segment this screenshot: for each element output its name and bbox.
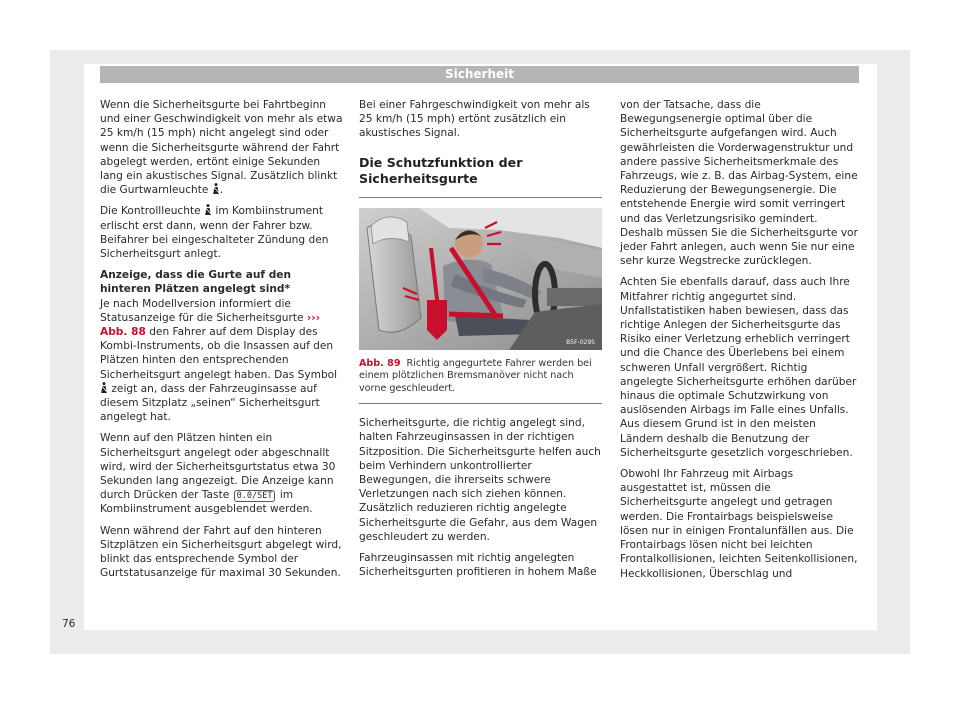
section-header: Sicherheit xyxy=(100,66,859,83)
column-1 xyxy=(100,98,343,588)
column-3 xyxy=(620,98,858,588)
paragraph: Wenn die Sicherheitsgurte bei Fahrtbeginn und einer Geschwindigkeit von mehr als etwa 25 km/h (15 mph) nicht angelegt sind oder wenn die Sicherheitsgurte während der Fahrt abgelegt werden, ertönt einige Sekunden lang ein akustisches Signal. Zusätzlich blinkt die Gurtwarnleuchte . xyxy=(100,99,343,197)
set-key: 0.0/SET xyxy=(234,490,276,502)
paragraph: Wenn während der Fahrt auf den hinteren Sitzplätzen ein Sicherheitsgurt abgelegt wird, blinkt das entsprechende Symbol der Gurtstatusanzeige für maximal 30 Sekunden. xyxy=(100,524,342,580)
paragraph: Fahrzeuginsassen mit richtig angelegten Sicherheitsgurten profitieren in hohem Maße xyxy=(359,551,597,579)
paragraph: Achten Sie ebenfalls darauf, dass auch Ihre Mitfahrer richtig angegurtet sind. Unfallstatistiken haben bewiesen, dass das richtige Anlegen der Sicherheitsgurte das Risiko einer Verletzung erheblich verringert und die Chance des Überlebens bei einem schweren Unfall vergrößert. Richtig angelegte Sicherheitsgurte erhöhen darüber hinaus die optimale Schutzwirkung von auslösenden Airbags im Falle eines Unfalls. Aus diesem Grund ist in den meisten Ländern deshalb die Benutzung der Sicherheitsgurte gesetzlich vorgeschrieben. xyxy=(620,276,857,459)
page-number: 76 xyxy=(62,618,76,630)
seatbelt-indicator-icon xyxy=(204,204,212,215)
column-2 xyxy=(359,98,602,586)
caption-number: Abb. 89 xyxy=(359,357,401,369)
section-title: Die Schutzfunktion der Sicherheitsgurte xyxy=(359,154,523,186)
figure-caption: Abb. 89 Richtig angegurtete Fahrer werden bei einem plötzlichen Bremsmanöver nicht nach vorne geschleudert. xyxy=(359,357,592,394)
paragraph: Je nach Modellversion informiert die Statusanzeige für die Sicherheitsgurte ››› Abb. 88 den Fahrer auf dem Display des Kombi-Instruments, ob die Insassen auf den Plätzen hinten den entsprechenden Sicherheitsgurt angelegt haben. Das Symbol zeigt an, dass der Fahrzeuginsasse auf diesem Sitzplatz „seinen“ Sicherheitsgurt angelegt hat. xyxy=(100,297,338,424)
divider xyxy=(359,197,602,198)
paragraph: Obwohl Ihr Fahrzeug mit Airbags ausgestattet ist, müssen die Sicherheitsgurte angelegt und getragen werden. Die Frontairbags beispielsweise lösen nur in einigen Frontalunfällen aus. Die Frontairbags lösen nicht bei leichten Frontalkollisionen, leichten Seitenkollisionen, Heckkollisionen, Überschlag und xyxy=(620,468,858,580)
car-interior-illustration xyxy=(359,208,602,350)
paragraph: Wenn auf den Plätzen hinten ein Sicherheitsgurt angelegt oder abgeschnallt wird, wird der Sicherheitsgurtstatus etwa 30 Sekunden lang angezeigt. Die Anzeige kann durch Drücken der Taste 0.0/SET im Kombiinstrument ausgeblendet werden. xyxy=(100,432,336,516)
paragraph: von der Tatsache, dass die Bewegungsenergie optimal über die Sicherheitsgurte aufgefangen wird. Auch gewährleisten die Vorderwagenstruktur und andere passive Sicherheitsmerkmale des Fahrzeugs, wie z. B. das Airbag-System, eine Reduzierung der Bewegungsenergie. Die entstehende Energie wird somit verringert und das Verletzungsrisiko gemindert. Deshalb müssen Sie die Sicherheitsgurte vor jeder Fahrt anlegen, auch wenn Sie nur eine sehr kurze Wegstrecke zurücklegen. xyxy=(620,99,858,268)
figure-seatbelt-illustration xyxy=(359,208,602,350)
seatbelt-fastened-icon xyxy=(100,382,108,393)
figure-link[interactable]: ››› Abb. 88 xyxy=(100,311,321,339)
divider xyxy=(359,403,602,404)
figure-code: B5F-0295 xyxy=(566,338,595,346)
seatbelt-warning-icon xyxy=(212,183,220,194)
subheading: Anzeige, dass die Gurte auf den hinteren Plätzen angelegt sind* xyxy=(100,269,292,296)
paragraph: Bei einer Fahrgeschwindigkeit von mehr als 25 km/h (15 mph) ertönt zusätzlich ein akustisches Signal. xyxy=(359,99,590,140)
paragraph: Die Kontrollleuchte im Kombiinstrument erlischt erst dann, wenn der Fahrer bzw. Beifahrer bei eingeschalteter Zündung den Sicherheitsgurt anlegt. xyxy=(100,205,329,261)
paragraph: Sicherheitsgurte, die richtig angelegt sind, halten Fahrzeuginsassen in der richtigen Sitzposition. Die Sicherheitsgurte helfen auch beim Verhindern unkontrollierter Bewegungen, die ihrerseits schwere Verletzungen nach sich ziehen können. Zusätzlich reduzieren richtig angelegte Sicherheitsgurte die Gefahr, aus dem Wagen geschleudert zu werden. xyxy=(359,417,601,543)
